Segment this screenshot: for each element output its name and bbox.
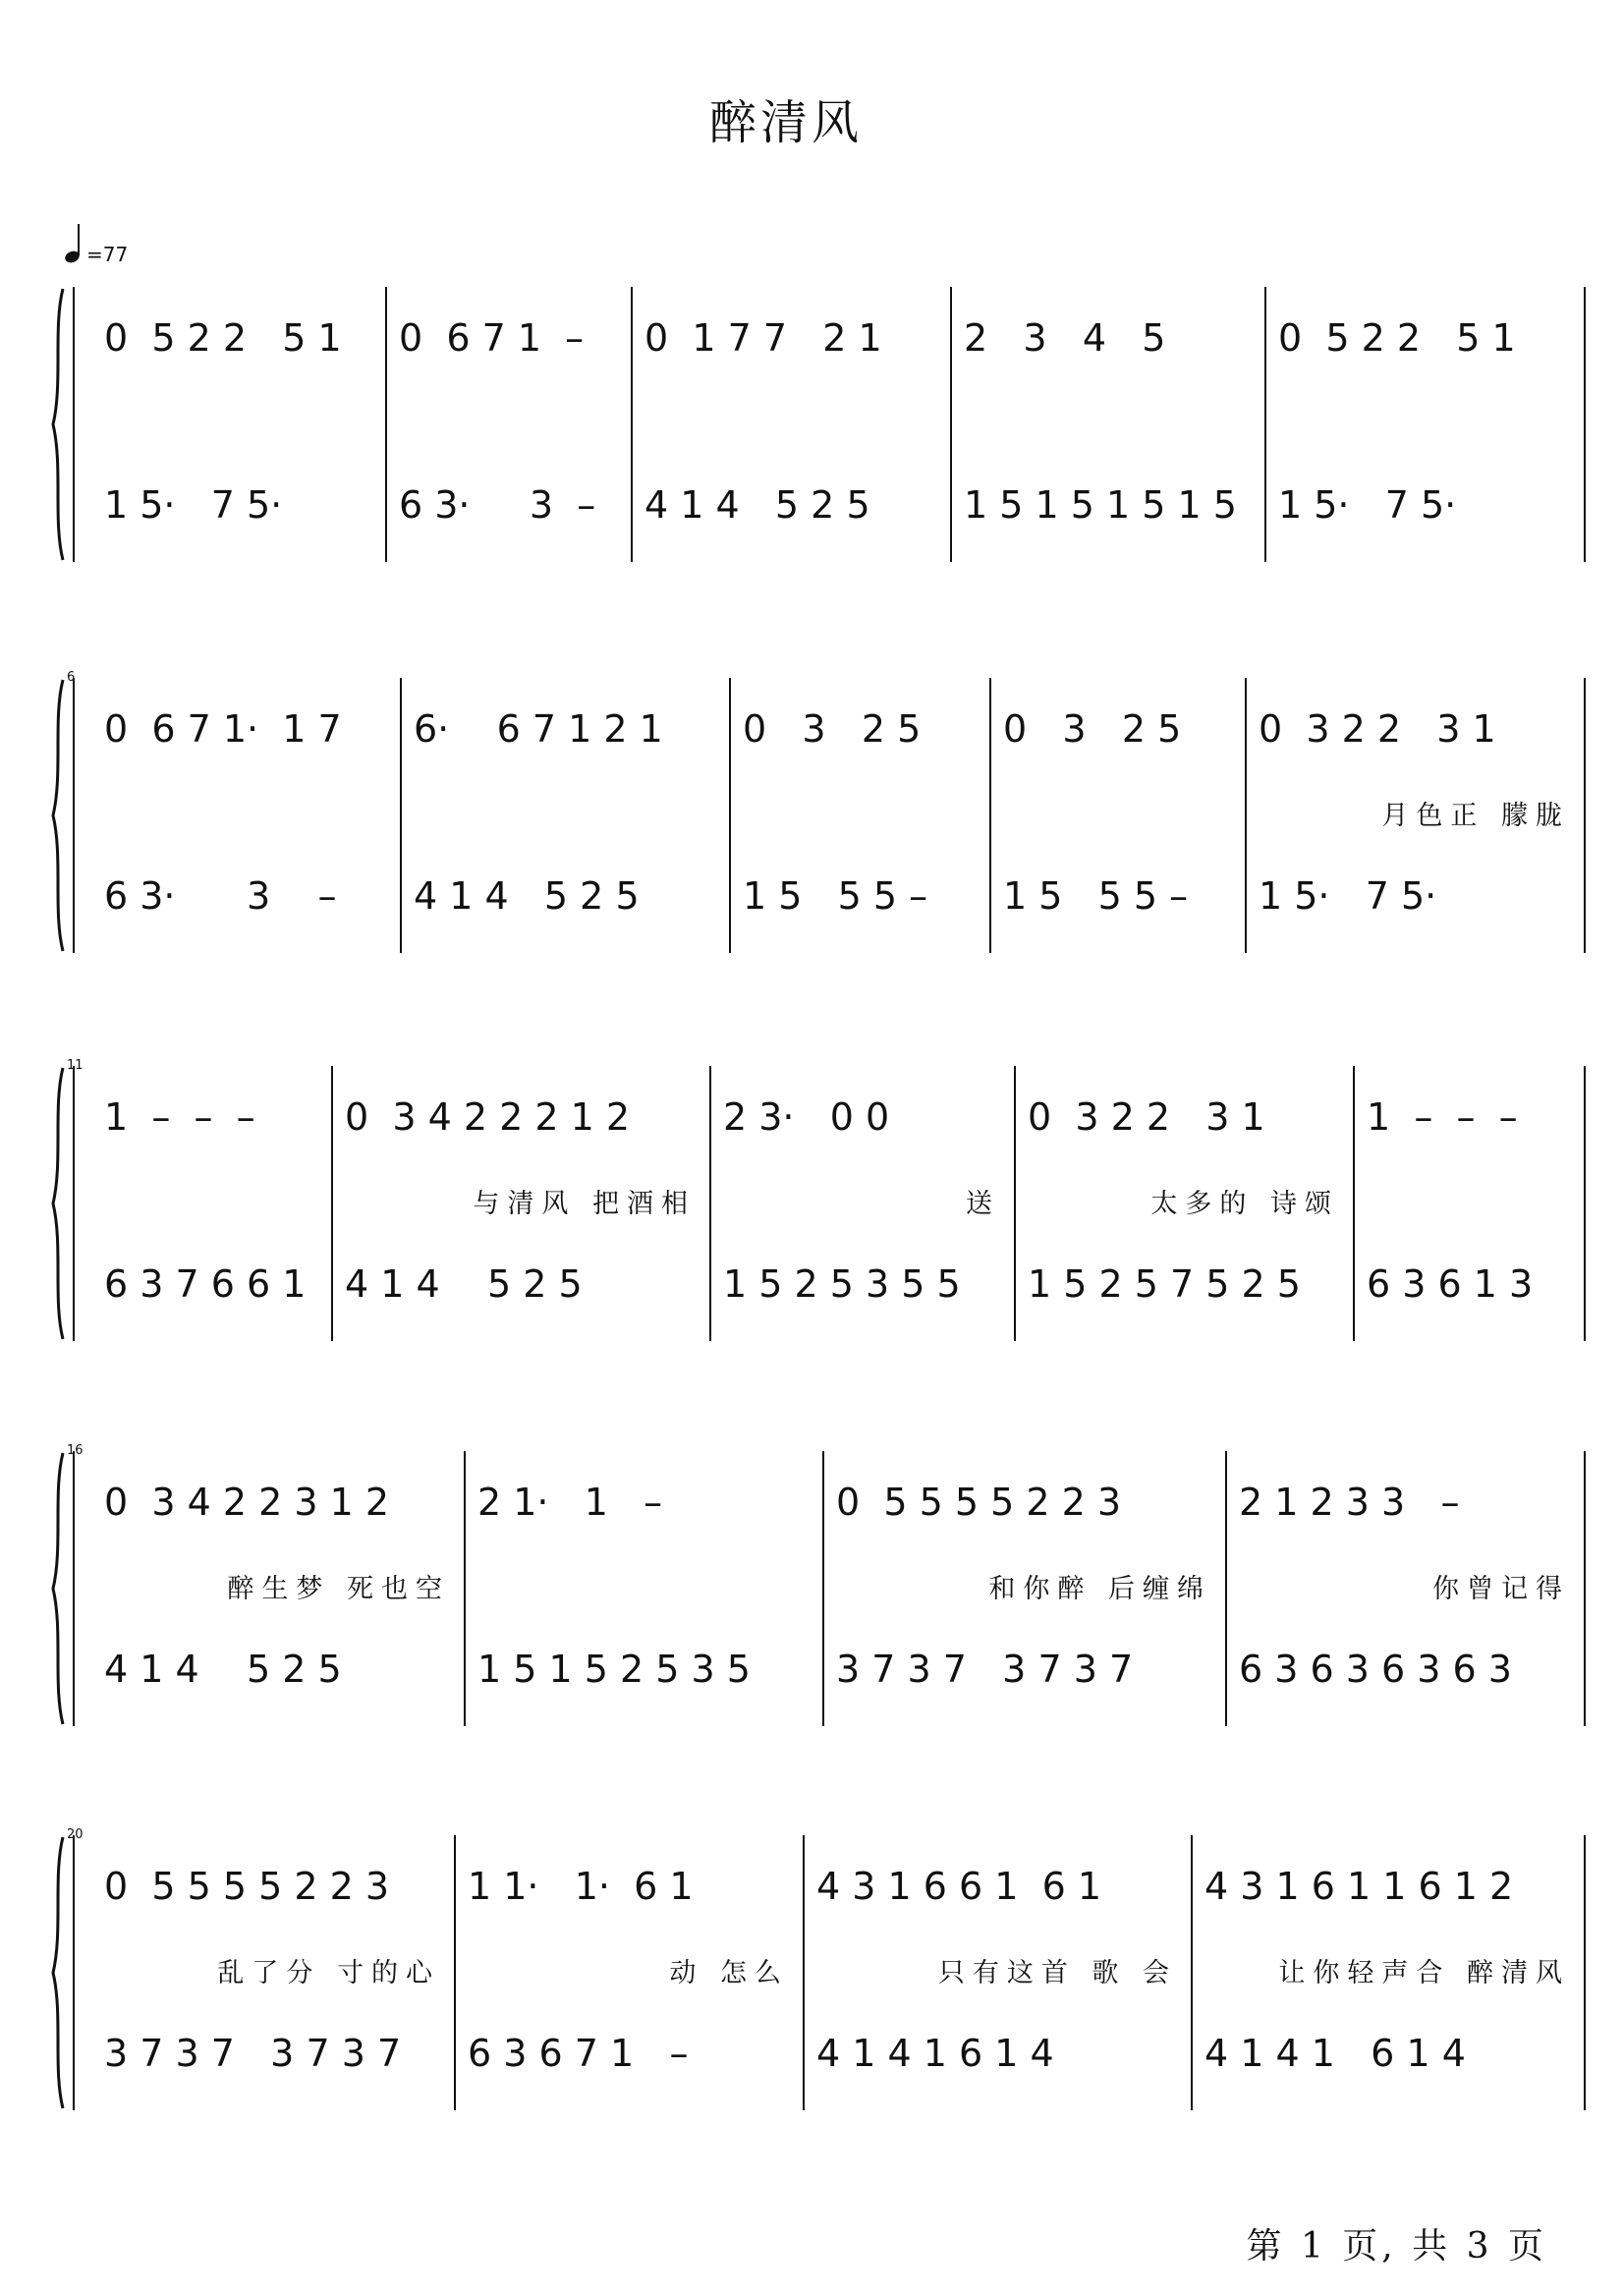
barline <box>631 287 633 562</box>
accompaniment-measure: 1 5 5 5 – <box>1003 874 1189 918</box>
accompaniment-measure: 4 1 4 5 2 5 <box>345 1262 583 1306</box>
barline <box>709 1066 711 1341</box>
barline <box>729 678 731 953</box>
lyric-text: 送 <box>966 1189 1000 1219</box>
score-system <box>51 1443 1584 1726</box>
accompaniment-measure: 4 1 4 1 6 1 4 <box>816 2032 1054 2075</box>
barline <box>1014 1066 1016 1341</box>
accompaniment-measure: 6 3 7 6 6 1 <box>104 1262 307 1306</box>
melody-measure: 2 3 4 5 <box>964 316 1166 360</box>
brace-icon <box>51 1451 81 1726</box>
melody-measure: 2 1 2 3 3 – <box>1239 1481 1460 1524</box>
melody-measure: 0 3 2 2 3 1 <box>1028 1095 1265 1139</box>
score-system <box>51 1827 1584 2110</box>
accompaniment-measure: 1 5 1 5 1 5 1 5 <box>964 483 1237 527</box>
barline <box>454 1835 456 2110</box>
melody-measure: 0 5 5 5 5 2 2 3 <box>836 1481 1122 1524</box>
accompaniment-measure: 1 5 2 5 7 5 2 5 <box>1028 1262 1301 1306</box>
lyric-text: 你曾记得 <box>1432 1574 1570 1604</box>
accompaniment-measure: 3 7 3 7 3 7 3 7 <box>104 2032 402 2075</box>
accompaniment-measure: 1 5· 7 5· <box>1259 874 1437 918</box>
brace-icon <box>51 287 81 562</box>
accompaniment-measure: 4 1 4 1 6 1 4 <box>1204 2032 1466 2075</box>
lyric-text: 与清风 把酒相 <box>473 1189 696 1219</box>
accompaniment-measure: 1 5· 7 5· <box>104 483 283 527</box>
accompaniment-measure: 1 5 2 5 3 5 5 <box>723 1262 961 1306</box>
lyric-text: 动 怎么 <box>669 1958 789 1988</box>
melody-measure: 0 1 7 7 2 1 <box>644 316 882 360</box>
lyric-text: 让你轻声合 醉清风 <box>1278 1958 1570 1988</box>
melody-measure: 2 3· 0 0 <box>723 1095 890 1139</box>
system-start-line <box>73 678 75 953</box>
barline <box>1264 287 1266 562</box>
melody-measure: 0 6 7 1 – <box>399 316 585 360</box>
melody-measure: 0 3 2 5 <box>1003 707 1182 751</box>
accompaniment-measure: 1 5· 7 5· <box>1278 483 1457 527</box>
measure-number: 11 <box>67 1058 84 1073</box>
quarter-note-stem <box>78 224 80 255</box>
melody-measure: 0 5 2 2 5 1 <box>104 316 342 360</box>
barline <box>1191 1835 1193 2110</box>
melody-measure: 0 6 7 1· 1 7 <box>104 707 342 751</box>
accompaniment-measure: 4 1 4 5 2 5 <box>414 874 640 918</box>
accompaniment-measure: 4 1 4 5 2 5 <box>104 1648 342 1691</box>
melody-measure: 4 3 1 6 1 1 6 1 2 <box>1204 1865 1514 1908</box>
barline <box>803 1835 805 2110</box>
melody-measure: 0 5 2 2 5 1 <box>1278 316 1516 360</box>
lyric-text: 和你醉 后缠绵 <box>988 1574 1211 1604</box>
measure-number: 6 <box>67 670 76 685</box>
melody-measure: 4 3 1 6 6 1 6 1 <box>816 1865 1102 1908</box>
barline <box>1353 1066 1355 1341</box>
system-start-line <box>73 1066 75 1341</box>
measure-number: 20 <box>67 1827 84 1842</box>
lyric-text: 只有这首 歌 会 <box>937 1958 1177 1988</box>
accompaniment-measure: 1 5 5 5 – <box>743 874 928 918</box>
system-start-line <box>73 1835 75 2110</box>
barline <box>331 1066 333 1341</box>
score-system <box>51 670 1584 953</box>
score-system <box>51 1058 1584 1341</box>
system-start-line <box>73 287 75 562</box>
brace-icon <box>51 678 81 953</box>
accompaniment-measure: 6 3 6 1 3 <box>1367 1262 1534 1306</box>
melody-measure: 6· 6 7 1 2 1 <box>414 707 663 751</box>
barline <box>1245 678 1247 953</box>
accompaniment-measure: 6 3 6 7 1 – <box>468 2032 689 2075</box>
brace-icon <box>51 1066 81 1341</box>
barline <box>1584 1066 1586 1341</box>
melody-measure: 1 – – – <box>1367 1095 1518 1139</box>
system-start-line <box>73 1451 75 1726</box>
barline <box>1584 678 1586 953</box>
page-footer: 第 1 页, 共 3 页 <box>1246 2226 1547 2267</box>
melody-measure: 1 1· 1· 6 1 <box>468 1865 694 1908</box>
barline <box>385 287 387 562</box>
lyric-text: 乱了分 寸的心 <box>217 1958 440 1988</box>
lyric-text: 月色正 朦胧 <box>1381 801 1570 831</box>
barline <box>464 1451 466 1726</box>
lyric-text: 太多的 诗颂 <box>1150 1189 1339 1219</box>
accompaniment-measure: 6 3 6 3 6 3 6 3 <box>1239 1648 1512 1691</box>
measure-number: 16 <box>67 1443 84 1458</box>
tempo-value: =77 <box>86 243 129 266</box>
barline <box>1584 1451 1586 1726</box>
melody-measure: 0 3 4 2 2 2 1 2 <box>345 1095 631 1139</box>
lyric-text: 醉生梦 死也空 <box>227 1574 450 1604</box>
melody-measure: 0 3 4 2 2 3 1 2 <box>104 1481 390 1524</box>
barline <box>1584 1835 1586 2110</box>
page-title: 醉清风 <box>708 95 863 150</box>
barline <box>822 1451 824 1726</box>
melody-measure: 2 1· 1 – <box>477 1481 663 1524</box>
accompaniment-measure: 6 3· 3 – <box>399 483 596 527</box>
accompaniment-measure: 3 7 3 7 3 7 3 7 <box>836 1648 1134 1691</box>
brace-icon <box>51 1835 81 2110</box>
melody-measure: 1 – – – <box>104 1095 255 1139</box>
barline <box>989 678 991 953</box>
melody-measure: 0 3 2 2 3 1 <box>1259 707 1496 751</box>
score-system <box>51 287 1584 562</box>
accompaniment-measure: 4 1 4 5 2 5 <box>644 483 870 527</box>
accompaniment-measure: 6 3· 3 – <box>104 874 337 918</box>
melody-measure: 0 3 2 5 <box>743 707 922 751</box>
barline <box>950 287 952 562</box>
barline <box>1225 1451 1227 1726</box>
melody-measure: 0 5 5 5 5 2 2 3 <box>104 1865 390 1908</box>
barline <box>1584 287 1586 562</box>
barline <box>400 678 402 953</box>
accompaniment-measure: 1 5 1 5 2 5 3 5 <box>477 1648 751 1691</box>
